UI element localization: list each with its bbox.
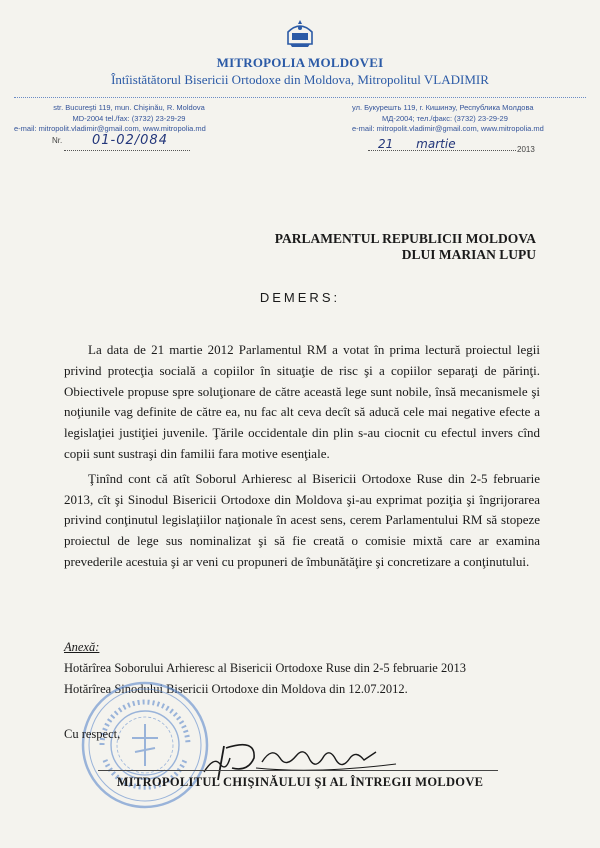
annex-title: Anexă: (64, 640, 100, 654)
date-handwritten (378, 137, 456, 151)
address-ro-line2: MD-2004 tel./fax: (3732) 23-29-29 (72, 113, 186, 123)
letter-body (64, 340, 540, 573)
recipient-line2: DLUI MARIAN LUPU (401, 247, 536, 262)
document-heading: DEMERS: (259, 290, 341, 305)
church-crest-icon (284, 18, 316, 48)
letterhead-subtitle: Întîistătătorul Bisericii Ortodoxe din Moldova, Mitropolitul VLADIMIR (111, 72, 489, 87)
annex-item-1: Hotărîrea Soborului Arhieresc al Bisericii Ortodoxe Ruse din 2-5 februarie 2013 (64, 661, 466, 675)
letterhead-title: MITROPOLIA MOLDOVEI (216, 55, 384, 70)
signatory-title: MITROPOLITUL CHIŞINĂULUI ŞI AL ÎNTREGII MOLDOVE (116, 775, 484, 789)
reference-number: 01-02/084 (92, 133, 168, 148)
date-day: 21 (378, 137, 394, 151)
annex-item-2: Hotărîrea Sinodului Bisericii Ortodoxe din Moldova din 12.07.2012. (64, 682, 408, 696)
official-stamp-icon (80, 680, 210, 810)
closing-phrase: Cu respect, (64, 727, 121, 741)
body-paragraph-1: La data de 21 martie 2012 Parlamentul RM a votat în prima lectură proiectul legii privind protecţia socială a copiilor în situaţie de risc şi a copiilor separaţi de părinţi. Obiectivele propuse spre soluţionare de către această lege sunt nobile, însă mecanismele şi noţiunile vag definite de către ea, nu fac alt ceva decît să aducă cele mai negative efecte a legislaţiei justiţiei juvenile. Ţările occidentale din plin s-au ciocnit cu efectul invers cînd copii sunt sustraşi din familii fara motive esenţiale. (64, 342, 540, 461)
date-year: 2013 (517, 145, 535, 154)
letterhead-divider (14, 97, 586, 98)
address-romanian (14, 103, 244, 135)
reference-line (64, 150, 190, 151)
recipient-block (275, 231, 536, 263)
address-ro-line1: str. Bucureşti 119, mun. Chişinău, R. Moldova (53, 103, 205, 112)
date-month: martie (416, 137, 456, 151)
address-russian (352, 103, 592, 135)
date-line (368, 150, 516, 151)
address-ru-line2: МД-2004; тел./факс: (3732) 23-29-29 (382, 113, 508, 123)
address-ro-email: e-mail: mitropolit.vladimir@gmail.com, www.mitropolia.md (14, 124, 206, 133)
signature-line (98, 770, 498, 771)
recipient-line1: PARLAMENTUL REPUBLICII MOLDOVA (274, 231, 536, 246)
body-paragraph-2: Ţinînd cont că atît Soborul Arhieresc al Bisericii Ortodoxe Ruse din 2-5 februarie 2013, cît şi Sinodul Bisericii Ortodoxe din Moldova şi-au exprimat poziţia şi îngrijorarea privind conţinutul legislaţiilor naţionale în acest sens, cerem Parlamentului RM să stopeze proiectul de lege sus nominalizat şi să fie creată o comisie mixtă care ar examina prevederile acestuia şi ar veni cu propuneri de îmbunătăţire şi concretizare a conţinutului. (64, 470, 540, 569)
address-ru-email: e-mail: mitropolit.vladimir@gmail.com, www.mitropolia.md (352, 124, 544, 133)
reference-label: Nr. (52, 136, 63, 145)
address-ru-line1: ул. Букурешть 119, г. Кишинэу, Республика Молдова (352, 103, 534, 112)
